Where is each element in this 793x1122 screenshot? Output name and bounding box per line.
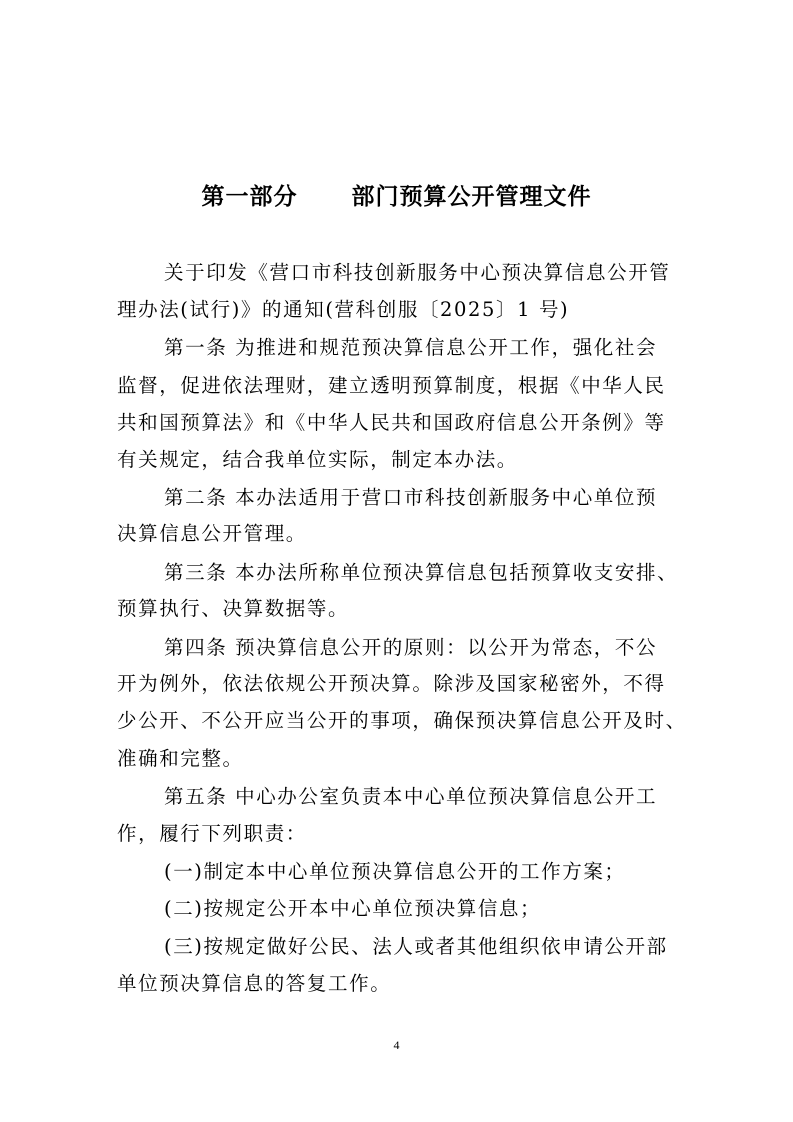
text-line: 第四条 预决算信息公开的原则：以公开为常态，不公: [164, 636, 658, 659]
text-line: 关于印发《营口市科技创新服务中心预决算信息公开管: [164, 261, 671, 284]
text-line: (三)按规定做好公民、法人或者其他组织依申请公开部: [164, 935, 668, 958]
text-line: 预算执行、决算数据等。: [117, 597, 350, 620]
text-line: 准确和完整。: [117, 747, 244, 770]
text-line: 监督，促进依法理财，建立透明预算制度，根据《中华人民: [117, 374, 666, 397]
page-title: [0, 178, 793, 211]
title-part: 第一部分: [201, 184, 298, 210]
page-number: 4: [393, 1038, 400, 1052]
text-line: 作，履行下列职责：: [117, 822, 307, 845]
text-line: 第五条 中心办公室负责本中心单位预决算信息公开工: [164, 785, 658, 808]
text-line: 第三条 本办法所称单位预决算信息包括预算收支安排、: [164, 561, 679, 584]
text-line: 决算信息公开管理。: [117, 522, 307, 545]
text-line: 有关规定，结合我单位实际，制定本办法。: [117, 448, 518, 471]
text-line: 单位预决算信息的答复工作。: [117, 972, 392, 995]
text-line: 共和国预算法》和《中华人民共和国政府信息公开条例》等: [117, 411, 666, 434]
title-name: 部门预算公开管理文件: [351, 184, 592, 210]
text-line: 第二条 本办法适用于营口市科技创新服务中心单位预: [164, 486, 658, 509]
text-line: 开为例外，依法依规公开预决算。除涉及国家秘密外，不得: [117, 672, 666, 695]
text-line: 第一条 为推进和规范预决算信息公开工作，强化社会: [164, 336, 658, 359]
text-line: (一)制定本中心单位预决算信息公开的工作方案；: [164, 860, 626, 883]
text-line: 理办法(试行)》的通知(营科创服〔2025〕1 号): [117, 298, 570, 321]
text-line: (二)按规定公开本中心单位预决算信息；: [164, 897, 542, 920]
text-line: 少公开、不公开应当公开的事项，确保预决算信息公开及时、: [117, 709, 687, 732]
